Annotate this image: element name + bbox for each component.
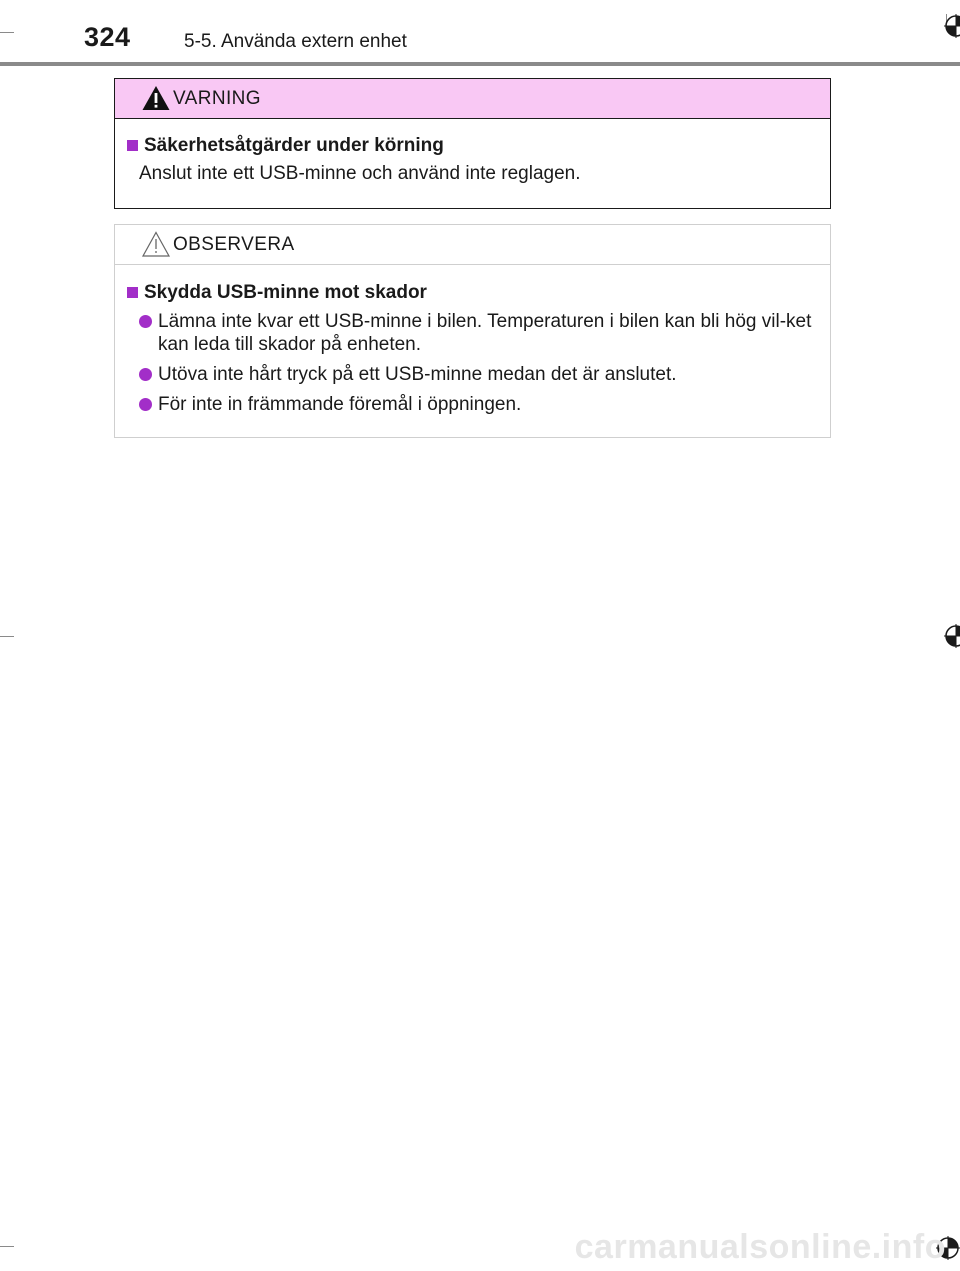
list-item <box>127 393 820 416</box>
warning-text: Anslut inte ett USB-minne och använd inte reglagen. <box>139 163 581 184</box>
page-number: 324 <box>84 22 131 52</box>
list-item-text: Lämna inte kvar ett USB-minne i bilen. Temperaturen i bilen kan bli hög vil-ket kan leda till skador på enheten. <box>158 311 812 355</box>
list-item <box>127 363 820 386</box>
warning-header <box>115 79 830 119</box>
watermark: carmanualsonline.info <box>574 1228 946 1266</box>
list-item-text: Utöva inte hårt tryck på ett USB-minne medan det är anslutet. <box>158 364 677 385</box>
registration-mark-icon <box>944 624 960 648</box>
section-title: 5-5. Använda extern enhet <box>184 31 407 52</box>
list-item-text: För inte in främmande föremål i öppningen. <box>158 394 522 415</box>
header-divider <box>0 62 960 66</box>
warning-body <box>115 119 830 187</box>
round-bullet-icon <box>139 368 152 381</box>
round-bullet-icon <box>139 315 152 328</box>
warning-box <box>114 78 831 209</box>
warning-triangle-icon <box>141 84 171 112</box>
caution-body <box>115 265 830 416</box>
square-bullet-icon <box>127 287 138 298</box>
crop-mark <box>0 636 14 637</box>
warning-label: VARNING <box>173 88 261 109</box>
caution-heading <box>127 280 820 306</box>
caution-box <box>114 224 831 438</box>
round-bullet-icon <box>139 398 152 411</box>
caution-label: OBSERVERA <box>173 234 295 255</box>
crop-mark <box>0 1246 14 1247</box>
warning-heading-text: Säkerhetsåtgärder under körning <box>144 135 444 156</box>
caution-heading-text: Skydda USB-minne mot skador <box>144 282 427 303</box>
registration-mark-icon <box>944 14 960 38</box>
crop-mark <box>0 32 14 33</box>
caution-header <box>115 225 830 265</box>
square-bullet-icon <box>127 140 138 151</box>
warning-heading <box>127 133 820 159</box>
caution-triangle-icon <box>141 230 171 258</box>
list-item <box>127 310 820 356</box>
